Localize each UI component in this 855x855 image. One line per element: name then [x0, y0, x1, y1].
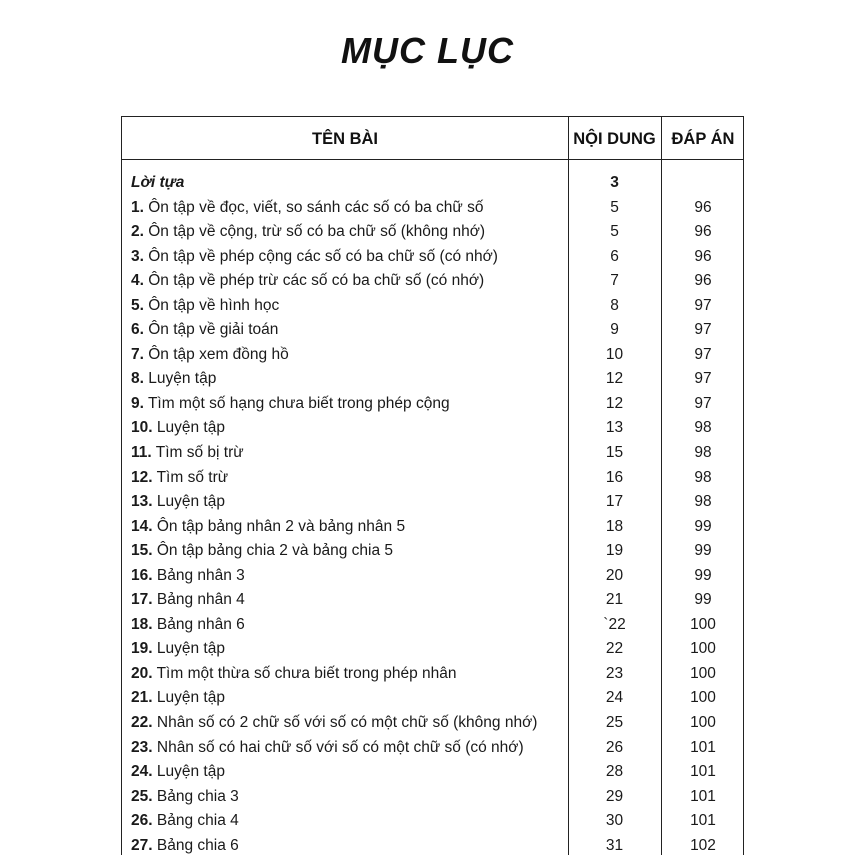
lesson-title	[131, 809, 563, 834]
answer-page: 100	[690, 714, 716, 732]
lesson-name: Ôn tập về cộng, trừ số có ba chữ số (không nhớ)	[148, 223, 486, 241]
header-divider	[122, 159, 743, 160]
lesson-number: 24.	[131, 763, 153, 781]
lesson-title	[131, 269, 563, 294]
answer-page: 96	[694, 223, 712, 241]
lesson-name: Bảng chia 4	[156, 812, 239, 830]
lesson-number: 26.	[131, 812, 153, 830]
lesson-number: 21.	[131, 689, 153, 707]
answer-page: 98	[694, 419, 712, 437]
lesson-number: 23.	[131, 738, 153, 756]
lesson-page: 12	[605, 394, 624, 412]
answer-page: 100	[690, 689, 716, 707]
table-row	[122, 736, 745, 761]
answer-page: 98	[694, 493, 712, 511]
lesson-name: Luyện tập	[156, 640, 225, 658]
lesson-number: 10.	[131, 419, 153, 437]
lesson-number: 19.	[131, 640, 153, 658]
preface-label: Lời tựa	[131, 174, 185, 191]
lesson-title	[131, 736, 563, 761]
answer-page: 99	[694, 566, 712, 584]
lesson-name: Bảng chia 6	[156, 836, 239, 854]
preface-page: 3	[610, 174, 619, 191]
answer-page: 97	[694, 394, 712, 412]
lesson-page: 25	[605, 714, 624, 732]
lesson-number: 9.	[131, 394, 144, 412]
table-row	[122, 539, 745, 564]
lesson-name: Tìm một thừa số chưa biết trong phép nhân	[156, 664, 457, 682]
lesson-title	[131, 785, 563, 810]
lesson-title	[131, 441, 563, 466]
lesson-name: Ôn tập về phép cộng các số có ba chữ số (có nhớ)	[148, 247, 498, 265]
lesson-number: 4.	[131, 272, 144, 290]
lesson-title	[131, 539, 563, 564]
lesson-page: 22	[605, 640, 624, 658]
table-row	[122, 220, 745, 245]
lesson-title	[131, 196, 563, 221]
lesson-title	[131, 343, 563, 368]
lesson-title	[131, 515, 563, 540]
lesson-title	[131, 662, 563, 687]
header-answer-page: ĐÁP ÁN	[671, 130, 735, 148]
answer-page: 101	[690, 812, 716, 830]
lesson-name: Bảng chia 3	[156, 787, 239, 805]
lesson-name: Bảng nhân 3	[156, 566, 245, 584]
lesson-number: 5.	[131, 296, 144, 314]
lesson-name: Ôn tập về phép trừ các số có ba chữ số (có nhớ)	[148, 272, 485, 290]
lesson-number: 25.	[131, 787, 153, 805]
table-row-preface	[122, 171, 745, 196]
lesson-name: Luyện tập	[156, 763, 225, 781]
answer-page: 97	[694, 321, 712, 339]
table-row	[122, 367, 745, 392]
lesson-title	[131, 392, 563, 417]
lesson-page: 12	[605, 370, 624, 388]
toc-rows	[122, 171, 745, 855]
lesson-name: Nhân số có hai chữ số với số có một chữ số (có nhớ)	[156, 738, 524, 756]
answer-page: 102	[690, 836, 716, 854]
lesson-name: Bảng nhân 6	[156, 615, 245, 633]
table-row	[122, 662, 745, 687]
answer-page: 97	[694, 345, 712, 363]
answer-page: 101	[690, 738, 716, 756]
lesson-page: 5	[610, 198, 619, 216]
table-of-contents	[121, 116, 744, 855]
lesson-number: 22.	[131, 714, 153, 732]
lesson-number: 11.	[131, 444, 152, 462]
table-row	[122, 318, 745, 343]
answer-page: 96	[694, 272, 712, 290]
lesson-name: Luyện tập	[148, 370, 217, 388]
lesson-title	[131, 490, 563, 515]
lesson-page: 7	[610, 272, 619, 290]
lesson-page: 31	[605, 836, 624, 854]
lesson-title	[131, 416, 563, 441]
table-row	[122, 760, 745, 785]
answer-page: 99	[694, 591, 712, 609]
lesson-number: 7.	[131, 345, 144, 363]
lesson-name: Ôn tập về đọc, viết, so sánh các số có ba chữ số	[148, 198, 484, 216]
lesson-title	[131, 711, 563, 736]
lesson-number: 1.	[131, 198, 144, 216]
lesson-number: 3.	[131, 247, 144, 265]
lesson-page: 23	[605, 664, 624, 682]
table-row	[122, 416, 745, 441]
answer-page: 98	[694, 444, 712, 462]
lesson-title	[131, 318, 563, 343]
lesson-name: Tìm số trừ	[156, 468, 229, 486]
lesson-page: 18	[605, 517, 624, 535]
table-row	[122, 441, 745, 466]
lesson-number: 17.	[131, 591, 153, 609]
lesson-number: 20.	[131, 664, 153, 682]
answer-page: 100	[690, 640, 716, 658]
answer-page: 97	[694, 296, 712, 314]
lesson-title	[131, 367, 563, 392]
lesson-title	[131, 220, 563, 245]
table-row	[122, 785, 745, 810]
table-row	[122, 269, 745, 294]
answer-page: 96	[694, 198, 712, 216]
table-row	[122, 490, 745, 515]
lesson-page: 13	[605, 419, 624, 437]
table-row	[122, 711, 745, 736]
answer-page: 99	[694, 542, 712, 560]
lesson-title	[131, 637, 563, 662]
lesson-name: Ôn tập bảng nhân 2 và bảng nhân 5	[156, 517, 406, 535]
lesson-name: Ôn tập về giải toán	[148, 321, 279, 339]
lesson-title	[131, 245, 563, 270]
lesson-name: Luyện tập	[156, 689, 225, 707]
lesson-page: 21	[605, 591, 624, 609]
lesson-title	[131, 686, 563, 711]
lesson-name: Ôn tập bảng chia 2 và bảng chia 5	[156, 542, 393, 560]
answer-page: 99	[694, 517, 712, 535]
lesson-name: Bảng nhân 4	[156, 591, 245, 609]
lesson-name: Ôn tập xem đồng hồ	[148, 345, 289, 363]
table-row	[122, 834, 745, 855]
lesson-name: Luyện tập	[156, 493, 225, 511]
lesson-number: 13.	[131, 493, 153, 511]
lesson-page: 9	[610, 321, 619, 339]
lesson-page: 15	[605, 444, 624, 462]
answer-page: 96	[694, 247, 712, 265]
header-lesson-title: TÊN BÀI	[312, 130, 378, 148]
lesson-page: 17	[605, 493, 624, 511]
lesson-page: 20	[605, 566, 624, 584]
lesson-number: 15.	[131, 542, 153, 560]
table-row	[122, 637, 745, 662]
lesson-page: 19	[605, 542, 624, 560]
table-row	[122, 245, 745, 270]
table-row	[122, 564, 745, 589]
lesson-title	[131, 834, 563, 855]
lesson-page: 6	[610, 247, 619, 265]
lesson-title	[131, 760, 563, 785]
lesson-name: Tìm một số hạng chưa biết trong phép cộng	[147, 394, 450, 412]
table-row	[122, 686, 745, 711]
lesson-name: Tìm số bị trừ	[155, 444, 244, 462]
answer-page: 100	[690, 615, 716, 633]
lesson-number: 16.	[131, 566, 153, 584]
lesson-title	[131, 294, 563, 319]
lesson-number: 12.	[131, 468, 153, 486]
lesson-page: 16	[605, 468, 624, 486]
lesson-number: 14.	[131, 517, 153, 535]
table-row	[122, 392, 745, 417]
answer-page: 101	[690, 787, 716, 805]
lesson-page: 8	[610, 296, 619, 314]
lesson-page: 29	[605, 787, 624, 805]
lesson-number: 8.	[131, 370, 144, 388]
lesson-page: 24	[605, 689, 624, 707]
lesson-page: 30	[605, 812, 624, 830]
table-row	[122, 196, 745, 221]
lesson-page: 5	[610, 223, 619, 241]
table-row	[122, 809, 745, 834]
lesson-number: 27.	[131, 836, 153, 854]
table-row	[122, 515, 745, 540]
lesson-name: Ôn tập về hình học	[148, 296, 280, 314]
lesson-page: 28	[605, 763, 624, 781]
answer-page: 97	[694, 370, 712, 388]
answer-page: 101	[690, 763, 716, 781]
table-row	[122, 343, 745, 368]
table-row	[122, 466, 745, 491]
lesson-page: `22	[603, 615, 626, 633]
table-row	[122, 294, 745, 319]
lesson-title	[131, 613, 563, 638]
lesson-number: 6.	[131, 321, 144, 339]
lesson-title	[131, 588, 563, 613]
lesson-page: 26	[605, 738, 624, 756]
answer-page: 100	[690, 664, 716, 682]
lesson-number: 2.	[131, 223, 144, 241]
lesson-name: Luyện tập	[156, 419, 225, 437]
lesson-name: Nhân số có 2 chữ số với số có một chữ số (không nhớ)	[156, 714, 538, 732]
lesson-number: 18.	[131, 615, 153, 633]
lesson-title	[131, 466, 563, 491]
table-row	[122, 613, 745, 638]
lesson-title	[131, 564, 563, 589]
header-content-page: NỘI DUNG	[573, 130, 656, 148]
lesson-page: 10	[605, 345, 624, 363]
table-row	[122, 588, 745, 613]
answer-page: 98	[694, 468, 712, 486]
page-title: MỤC LỤC	[341, 30, 514, 71]
